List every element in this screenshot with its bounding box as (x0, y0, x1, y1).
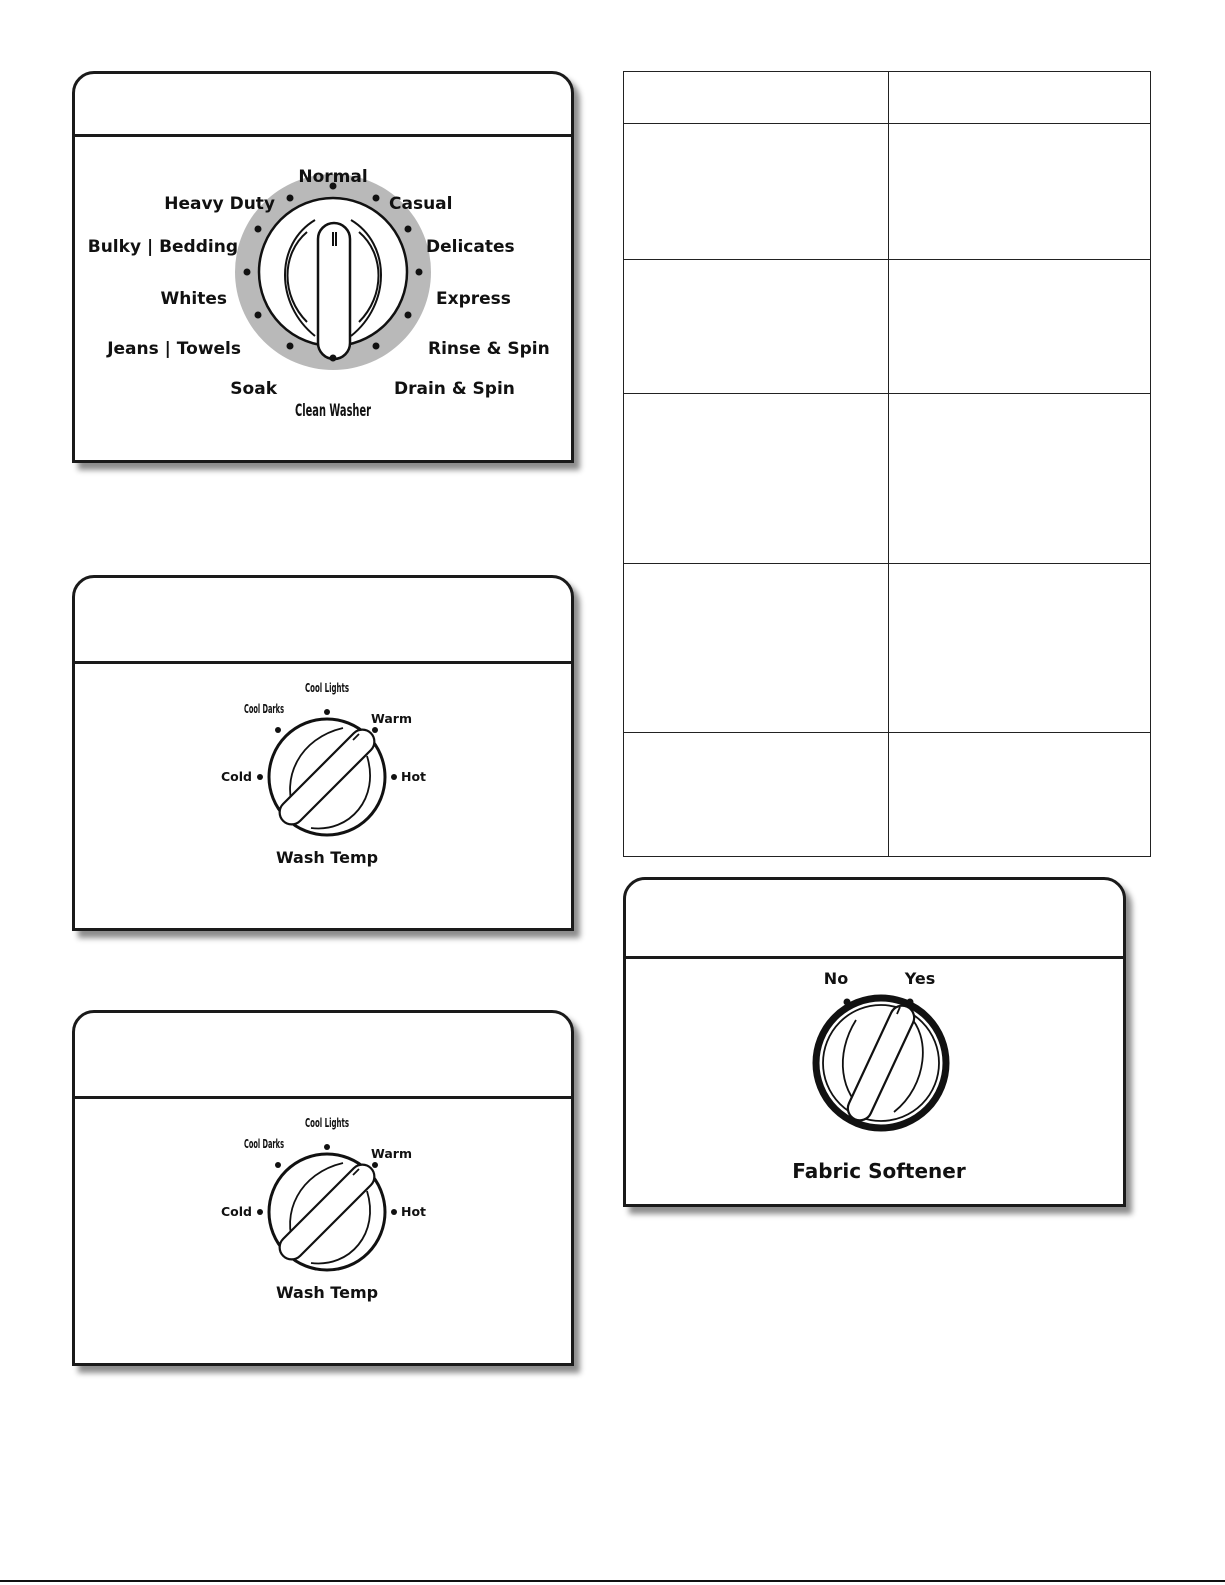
fabric-softener-label-yes: Yes (904, 969, 936, 988)
wash-temp-1-label-hot: Hot (401, 769, 427, 784)
table-row-divider (624, 393, 1150, 394)
cycle-label-whites: Whites (160, 289, 227, 309)
fabric-softener-diagram (626, 880, 1123, 1204)
cycle-label-clean-washer: Clean Washer (295, 401, 372, 421)
table-row-divider (624, 259, 1150, 260)
wash-temp-2-label-hot: Hot (401, 1204, 427, 1219)
cycle-label-normal: Normal (298, 167, 368, 187)
wash-temp-1-diagram (75, 578, 571, 928)
cycle-knob-diagram (75, 74, 571, 460)
cycle-label-jeans-towels: Jeans | Towels (107, 339, 241, 359)
fabric-softener-title: Fabric Softener (792, 1159, 966, 1183)
wash-temp-1-title: Wash Temp (275, 848, 379, 867)
cycle-label-soak: Soak (230, 379, 277, 399)
wash-temp-panel-1 (72, 575, 574, 931)
wash-temp-1-label-cold: Cold (221, 769, 252, 784)
cycle-knob-panel (72, 71, 574, 463)
cycle-label-casual: Casual (389, 194, 453, 214)
wash-temp-2-label-cool-darks: Cool Darks (244, 1136, 284, 1151)
wash-temp-2-label-warm: Warm (371, 1146, 412, 1161)
cycle-guide-table (623, 71, 1151, 857)
table-row-divider (624, 123, 1150, 124)
wash-temp-2-label-cold: Cold (221, 1204, 252, 1219)
fabric-softener-panel (623, 877, 1126, 1207)
cycle-label-drain-spin: Drain & Spin (394, 379, 515, 399)
table-row-divider (624, 732, 1150, 733)
page-bottom-rule (0, 1580, 1225, 1582)
wash-temp-1-label-cool-darks: Cool Darks (244, 701, 284, 716)
wash-temp-2-title: Wash Temp (275, 1283, 379, 1302)
wash-temp-1-label-warm: Warm (371, 711, 412, 726)
wash-temp-1-label-cool-lights: Cool Lights (305, 680, 349, 695)
fabric-softener-label-no: No (823, 969, 849, 988)
table-column-divider (888, 72, 889, 856)
table-row-divider (624, 563, 1150, 564)
wash-temp-panel-2 (72, 1010, 574, 1366)
cycle-label-rinse-spin: Rinse & Spin (428, 339, 550, 359)
cycle-label-bulky-bedding: Bulky | Bedding (87, 237, 238, 257)
cycle-label-delicates: Delicates (426, 237, 515, 257)
wash-temp-2-label-cool-lights: Cool Lights (305, 1115, 349, 1130)
cycle-label-heavy-duty: Heavy Duty (164, 194, 275, 214)
cycle-label-express: Express (436, 289, 511, 309)
wash-temp-2-diagram (75, 1013, 571, 1363)
